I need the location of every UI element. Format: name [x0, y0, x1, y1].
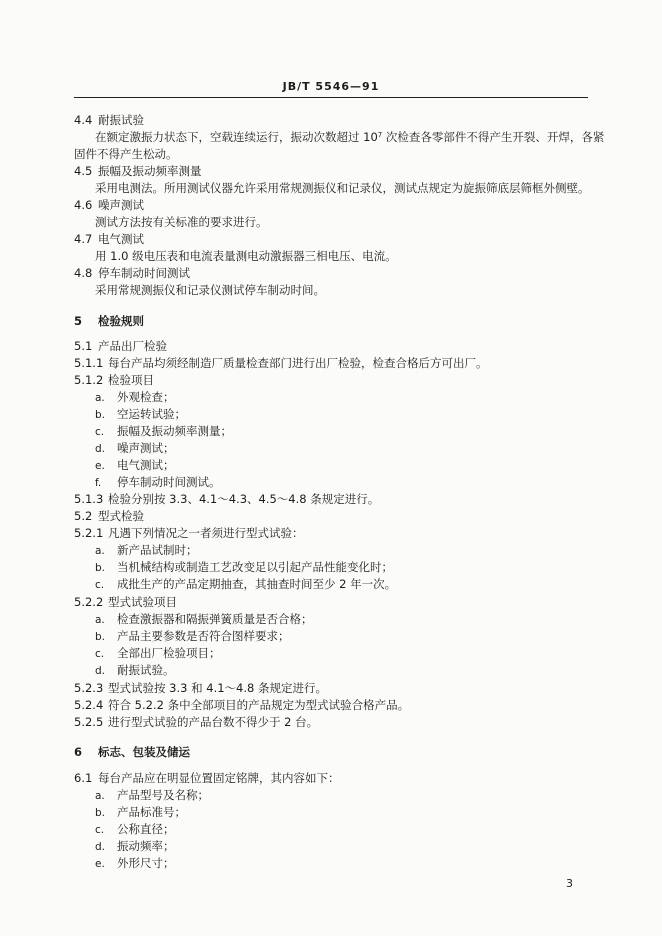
- list-item: c. 全部出厂检验项目；: [95, 646, 221, 660]
- list-item: d. 噪声测试；: [95, 441, 175, 455]
- paragraph-4-4-line2: 固件不得产生松动。: [74, 147, 178, 161]
- list-item: b. 产品标准号；: [95, 805, 186, 819]
- header-rule: [74, 97, 588, 98]
- paragraph-4-4-line1: 在额定激振力状态下，空载连续运行，振动次数超过 $10^7$ 次检查各零部件不得产生开裂、开焊，各紧: [95, 130, 605, 144]
- list-item: c. 成批生产的产品定期抽查，其抽查时间至少 2 年一次。: [95, 577, 397, 591]
- heading-4-4: 4.4 耐振试验: [74, 113, 144, 127]
- list-item: a. 新产品试制时；: [95, 543, 198, 557]
- paragraph-4-7: 用 1.0 级电压表和电流表量测电动激振器三相电压、电流。: [95, 249, 397, 263]
- heading-5-1: 5.1 产品出厂检验: [74, 339, 167, 353]
- clause-5-2-4: 5.2.4 符合 5.2.2 条中全部项目的产品规定为型式试验合格产品。: [74, 698, 410, 712]
- heading-4-5: 4.5 振幅及振动频率测量: [74, 164, 202, 178]
- heading-5: 5 检验规则: [74, 314, 144, 328]
- list-item: e. 电气测试；: [95, 458, 175, 472]
- list-item: c. 公称直径；: [95, 822, 175, 836]
- clause-5-2-3: 5.2.3 型式试验按 3.3 和 4.1～4.8 条规定进行。: [74, 681, 327, 695]
- heading-5-2: 5.2 型式检验: [74, 509, 144, 523]
- list-item: b. 空运转试验；: [95, 407, 186, 421]
- clause-6-1: 6.1 每台产品应在明显位置固定铭牌，其内容如下：: [74, 771, 340, 785]
- list-item: a. 产品型号及名称；: [95, 788, 209, 802]
- paragraph-4-8: 采用常规测振仪和记录仪测试停车制动时间。: [95, 283, 325, 297]
- list-item: d. 耐振试验。: [95, 663, 175, 677]
- heading-6: 6 标志、包装及储运: [74, 745, 190, 759]
- heading-4-6: 4.6 噪声测试: [74, 198, 144, 212]
- paragraph-4-6: 测试方法按有关标准的要求进行。: [95, 215, 268, 229]
- paragraph-4-5: 采用电测法。所用测试仪器允许采用常规测振仪和记录仪，测试点规定为旋振筛底层筛框外侧壁。: [95, 181, 590, 195]
- heading-5-2-2: 5.2.2 型式试验项目: [74, 595, 177, 609]
- list-item: c. 振幅及振动频率测量；: [95, 424, 232, 438]
- heading-5-1-2: 5.1.2 检验项目: [74, 373, 154, 387]
- clause-5-2-1: 5.2.1 凡遇下列情况之一者须进行型式试验：: [74, 526, 304, 540]
- list-item: b. 当机械结构或制造工艺改变足以引起产品性能变化时；: [95, 560, 393, 574]
- list-item: d. 振动频率；: [95, 839, 175, 853]
- clause-5-1-3: 5.1.3 检验分别按 3.3、4.1～4.3、4.5～4.8 条规定进行。: [74, 492, 380, 506]
- clause-5-2-5: 5.2.5 进行型式试验的产品台数不得少于 2 台。: [74, 715, 319, 729]
- standard-code: JB/T 5546—91: [282, 80, 380, 93]
- list-item: a. 外观检查；: [95, 390, 175, 404]
- clause-5-1-1: 5.1.1 每台产品均须经制造厂质量检查部门进行出厂检验，检查合格后方可出厂。: [74, 356, 488, 370]
- page-number: 3: [566, 877, 573, 890]
- list-item: b. 产品主要参数是否符合图样要求；: [95, 629, 290, 643]
- heading-4-8: 4.8 停车制动时间测试: [74, 266, 190, 280]
- list-item: e. 外形尺寸；: [95, 856, 175, 870]
- list-item: a. 检查激振器和隔振弹簧质量是否合格；: [95, 612, 313, 626]
- heading-4-7: 4.7 电气测试: [74, 232, 144, 246]
- list-item: f. 停车制动时间测试。: [95, 475, 221, 489]
